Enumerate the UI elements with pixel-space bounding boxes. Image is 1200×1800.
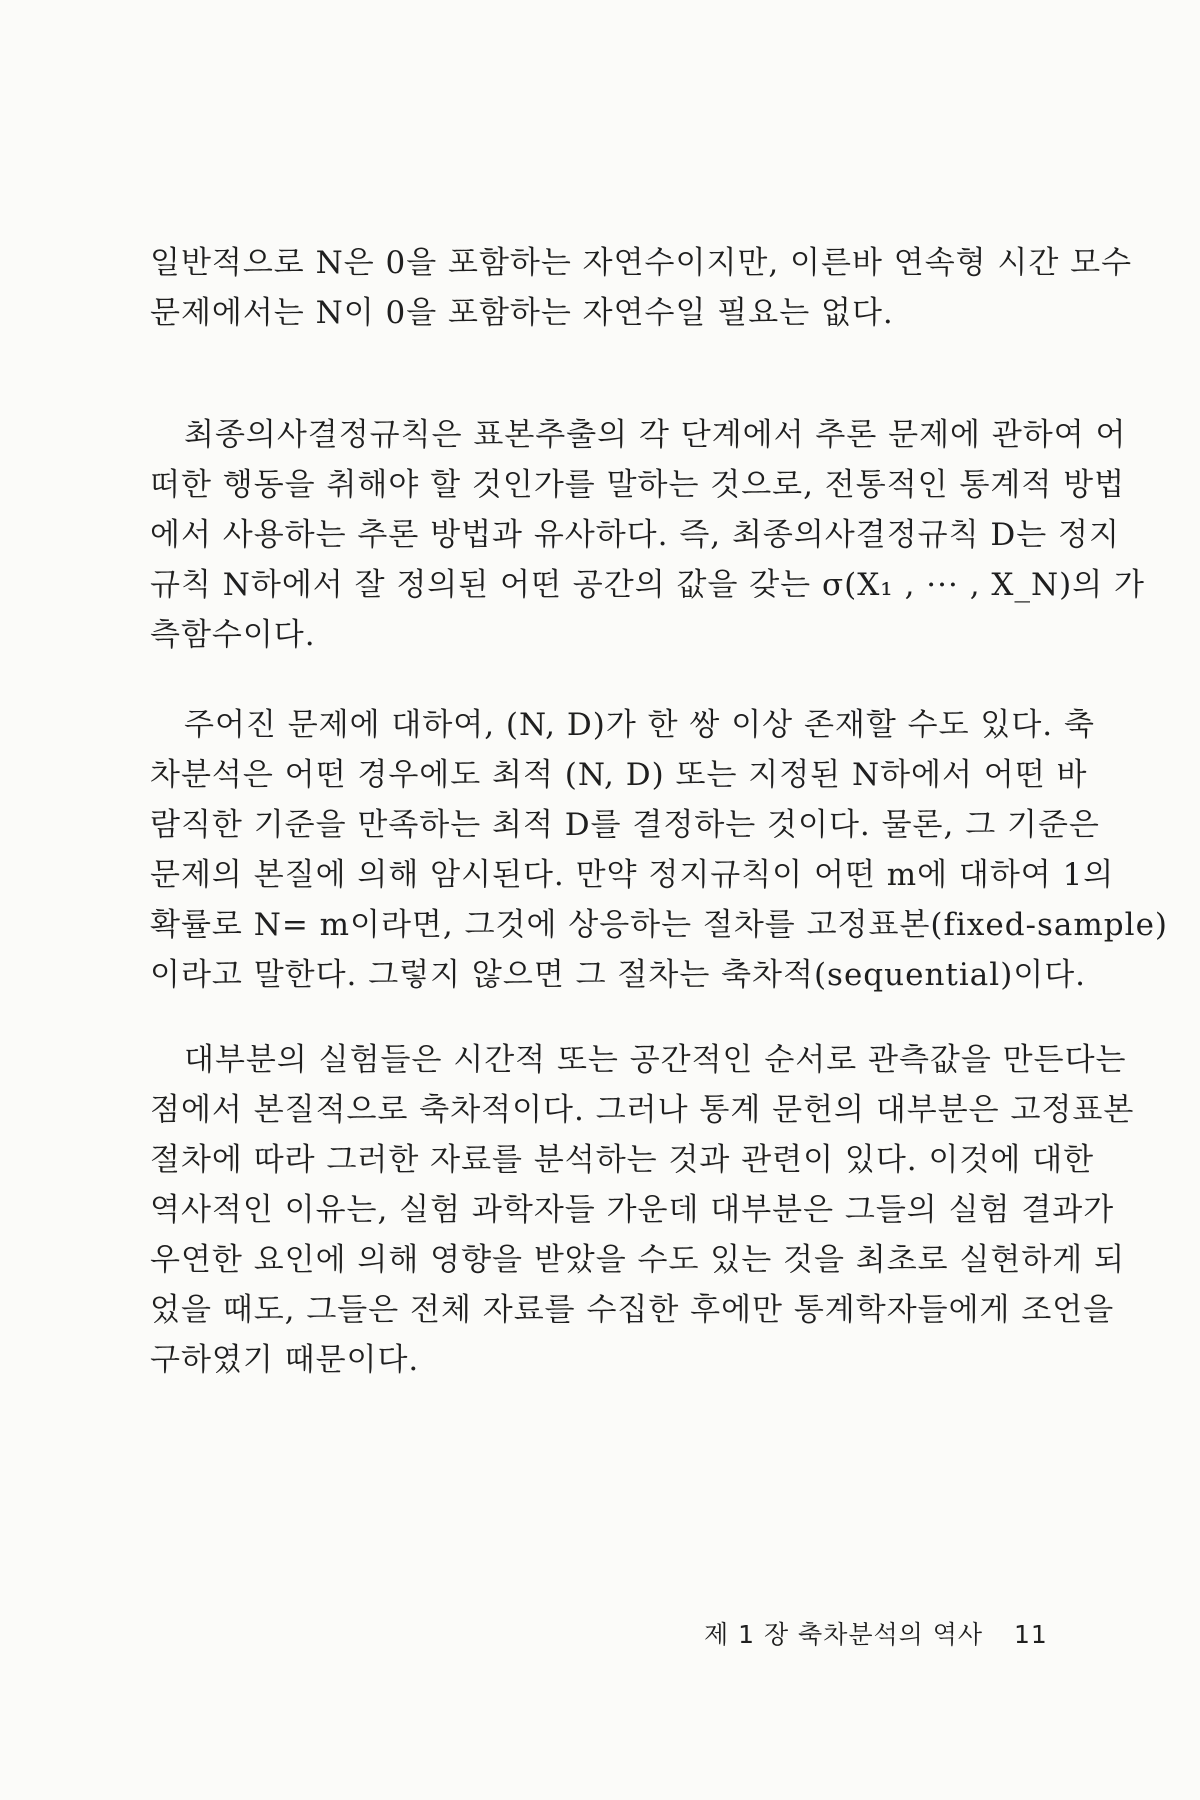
text-line: 주어진 문제에 대하여, (N, D)가 한 쌍 이상 존재할 수도 있다. 축 [184, 707, 1095, 743]
text-line: 일반적으로 N은 0을 포함하는 자연수이지만, 이른바 연속형 시간 모수 [150, 245, 1133, 281]
text-line: 이라고 말한다. 그렇지 않으면 그 절차는 축차적(sequential)이다. [150, 957, 1087, 993]
text-line: 대부분의 실험들은 시간적 또는 공간적인 순서로 관측값을 만든다는 [184, 1042, 1127, 1078]
text-line: 었을 때도, 그들은 전체 자료를 수집한 후에만 통계학자들에게 조언을 [150, 1292, 1115, 1328]
text-line: 역사적인 이유는, 실험 과학자들 가운데 대부분은 그들의 실험 결과가 [150, 1192, 1115, 1228]
text-line: 에서 사용하는 추론 방법과 유사하다. 즉, 최종의사결정규칙 D는 정지 [150, 517, 1120, 553]
paragraph-3 [150, 700, 1169, 1000]
text-line: 측함수이다. [150, 617, 316, 653]
text-line: 떠한 행동을 취해야 할 것인가를 말하는 것으로, 전통적인 통계적 방법 [150, 467, 1126, 503]
paragraph-1 [150, 238, 1133, 338]
paragraph-2 [150, 410, 1145, 660]
text-line: 점에서 본질적으로 축차적이다. 그러나 통계 문헌의 대부분은 고정표본 [150, 1092, 1135, 1128]
text-line: 우연한 요인에 의해 영향을 받았을 수도 있는 것을 최초로 실현하게 되 [150, 1242, 1126, 1278]
text-line: 확률로 N= m이라면, 그것에 상응하는 절차를 고정표본(fixed-sample) [150, 907, 1169, 943]
text-line: 구하였기 때문이다. [150, 1342, 420, 1378]
paragraph-4 [150, 1035, 1135, 1385]
page-footer [704, 1615, 1048, 1651]
text-line: 람직한 기준을 만족하는 최적 D를 결정하는 것이다. 물론, 그 기준은 [150, 807, 1100, 843]
text-line: 절차에 따라 그러한 자료를 분석하는 것과 관련이 있다. 이것에 대한 [150, 1142, 1095, 1178]
text-line: 문제의 본질에 의해 암시된다. 만약 정지규칙이 어떤 m에 대하여 1의 [150, 857, 1115, 893]
page-number: 11 [1014, 1620, 1048, 1649]
text-line: 최종의사결정규칙은 표본추출의 각 단계에서 추론 문제에 관하여 어 [184, 417, 1127, 453]
chapter-title: 제 1 장 축차분석의 역사 [704, 1620, 984, 1649]
text-line: 차분석은 어떤 경우에도 최적 (N, D) 또는 지정된 N하에서 어떤 바 [150, 757, 1088, 793]
text-line: 규칙 N하에서 잘 정의된 어떤 공간의 값을 갖는 σ(X₁ , ··· , X_N)의 가 [150, 567, 1145, 603]
text-line: 문제에서는 N이 0을 포함하는 자연수일 필요는 없다. [150, 295, 894, 331]
